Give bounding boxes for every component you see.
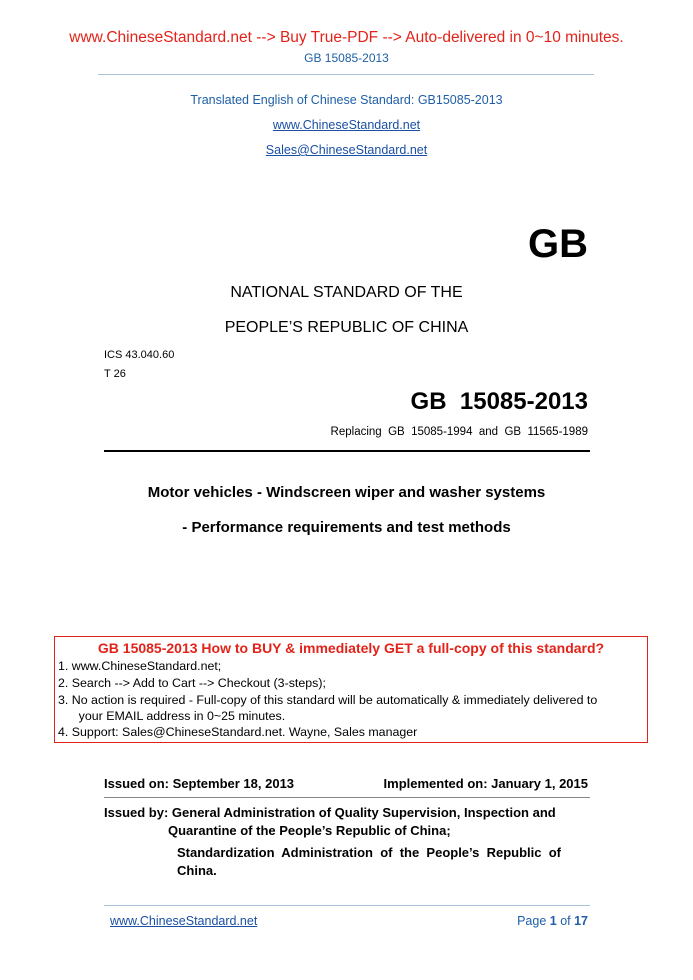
issued-by-line4: China.: [177, 863, 217, 878]
national-standard-line1: NATIONAL STANDARD OF THE: [230, 284, 463, 301]
buy-info-box: [54, 636, 648, 743]
page-of: of: [556, 914, 575, 928]
header-standard-code: GB 15085-2013: [304, 51, 389, 65]
standard-number: GB 15085-2013: [410, 388, 588, 415]
t-code: T 26: [104, 368, 126, 380]
page-total: 17: [574, 914, 588, 928]
issued-by-line2: Quarantine of the People’s Republic of China;: [168, 823, 451, 838]
buy-step-3: 3. No action is required - Full-copy of this standard will be automatically & immediately delivered to: [58, 693, 598, 707]
promo-banner[interactable]: www.ChineseStandard.net --> Buy True-PDF --> Auto-delivered in 0~10 minutes.: [69, 29, 624, 46]
issued-on: Issued on: September 18, 2013: [104, 776, 295, 791]
replacing-note: Replacing GB 15085-1994 and GB 11565-1989: [330, 426, 588, 438]
document-title-line2: - Performance requirements and test methods: [182, 519, 511, 536]
page-prefix: Page: [517, 914, 550, 928]
gb-logo: GB: [528, 222, 588, 266]
website-link[interactable]: www.ChineseStandard.net: [272, 118, 421, 132]
buy-box-title: GB 15085-2013 How to BUY & immediately GET a full-copy of this standard?: [97, 640, 605, 656]
buy-step-4: 4. Support: Sales@ChineseStandard.net. Wayne, Sales manager: [58, 725, 418, 739]
document-title-line1: Motor vehicles - Windscreen wiper and washer systems: [147, 484, 546, 501]
buy-step-1: 1. www.ChineseStandard.net;: [58, 659, 222, 673]
issued-divider: [104, 797, 590, 798]
translated-note: Translated English of Chinese Standard: GB15085-2013: [190, 93, 503, 107]
buy-step-3-continued: your EMAIL address in 0~25 minutes.: [58, 709, 286, 723]
footer-divider: [104, 905, 590, 906]
issued-by-line1: Issued by: General Administration of Quality Supervision, Inspection and: [104, 805, 556, 820]
issued-by-line3: Standardization Administration of the People’s Republic of: [177, 845, 562, 860]
national-standard-line2: PEOPLE’S REPUBLIC OF CHINA: [224, 319, 469, 336]
ics-code: ICS 43.040.60: [104, 349, 175, 361]
page-current: 1: [549, 914, 557, 928]
buy-step-2: 2. Search --> Add to Cart --> Checkout (3-steps);: [58, 676, 326, 690]
page-number: [440, 914, 588, 928]
email-link[interactable]: Sales@ChineseStandard.net: [265, 143, 428, 157]
header-divider: [98, 74, 594, 75]
footer-website-link[interactable]: www.ChineseStandard.net: [110, 914, 258, 928]
implemented-on: Implemented on: January 1, 2015: [383, 776, 588, 791]
title-divider: [104, 450, 590, 452]
